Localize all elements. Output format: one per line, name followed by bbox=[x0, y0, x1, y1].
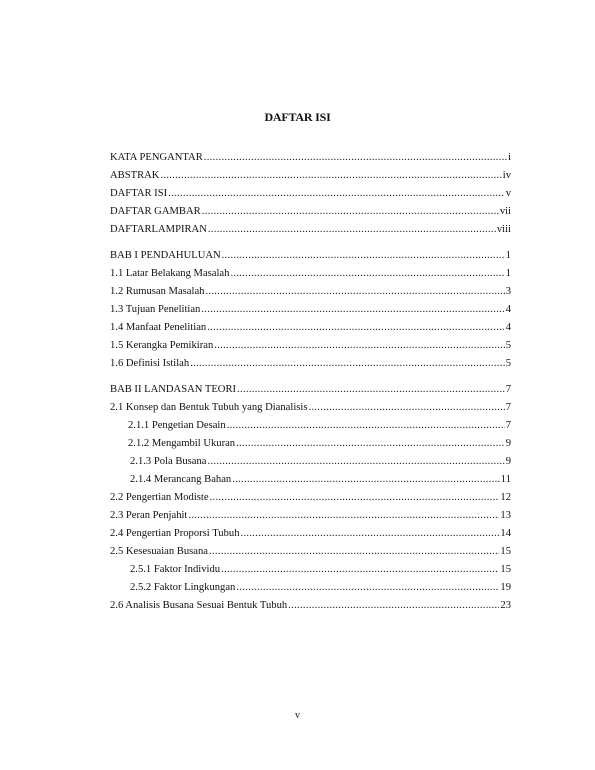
leader-dots bbox=[288, 599, 499, 612]
leader-dots bbox=[168, 187, 505, 200]
toc-entry-label: 2.5.1 Faktor Individu bbox=[130, 564, 221, 575]
toc-entry-label: 2.1 Konsep dan Bentuk Tubuh yang Dianalisis bbox=[110, 402, 308, 413]
leader-dots bbox=[232, 473, 500, 486]
toc-entry-page: 5 bbox=[505, 358, 511, 369]
toc-entry-label: 2.4 Pengertian Proporsi Tubuh bbox=[110, 528, 240, 539]
toc-entry bbox=[110, 205, 511, 218]
toc-entry-label: BAB II LANDASAN TEORI bbox=[110, 384, 237, 395]
toc-entry-label: 1.2 Rumusan Masalah bbox=[110, 286, 205, 297]
toc-entry bbox=[110, 527, 511, 540]
page-title: DAFTAR ISI bbox=[264, 110, 331, 124]
leader-dots bbox=[237, 383, 505, 396]
toc-entry-page: 9 bbox=[505, 456, 511, 467]
toc-entry bbox=[128, 437, 511, 450]
toc-entry-label: DAFTARLAMPIRAN bbox=[110, 224, 207, 235]
toc-entry-label: 2.5 Kesesuaian Busana bbox=[110, 546, 208, 557]
leader-dots bbox=[241, 527, 500, 540]
leader-dots bbox=[202, 205, 499, 218]
leader-dots bbox=[188, 509, 499, 522]
toc-entry-page: 9 bbox=[505, 438, 511, 449]
toc-entry-page: viii bbox=[496, 224, 511, 235]
toc-entry-label: 1.1 Latar Belakang Masalah bbox=[110, 268, 230, 279]
toc-entry-page: 15 bbox=[500, 564, 511, 575]
toc-entry-page: 4 bbox=[505, 304, 511, 315]
toc-entry bbox=[110, 491, 511, 504]
toc-entry bbox=[110, 339, 511, 352]
toc-entry-page: iv bbox=[502, 170, 511, 181]
toc-entry-label: 2.2 Pengertian Modiste bbox=[110, 492, 209, 503]
toc-entry-page: 1 bbox=[505, 268, 511, 279]
leader-dots bbox=[210, 491, 500, 504]
toc-entry bbox=[110, 223, 511, 236]
toc-entry-page: 5 bbox=[505, 340, 511, 351]
toc-entry-label: DAFTAR ISI bbox=[110, 188, 168, 199]
toc-entry-label: 1.6 Definisi Istilah bbox=[110, 358, 190, 369]
toc-entry bbox=[110, 267, 511, 280]
leader-dots bbox=[227, 419, 505, 432]
page-number: v bbox=[295, 710, 300, 721]
toc-entry-page: 7 bbox=[505, 384, 511, 395]
toc-entry-page: 15 bbox=[500, 546, 511, 557]
toc-entry-page: 4 bbox=[505, 322, 511, 333]
toc-entry-label: ABSTRAK bbox=[110, 170, 160, 181]
toc-entry bbox=[110, 303, 511, 316]
toc-entry-page: 23 bbox=[500, 600, 511, 611]
toc-entry-label: BAB I PENDAHULUAN bbox=[110, 250, 221, 261]
leader-dots bbox=[201, 303, 504, 316]
toc-entry-page: 14 bbox=[500, 528, 511, 539]
toc-entry bbox=[110, 249, 511, 262]
toc-entry-label: 1.4 Manfaat Penelitian bbox=[110, 322, 207, 333]
toc-entry bbox=[128, 419, 511, 432]
toc-entry-page: 19 bbox=[500, 582, 511, 593]
toc-entry bbox=[110, 321, 511, 334]
toc-entry bbox=[110, 383, 511, 396]
toc-entry-label: 2.1.3 Pola Busana bbox=[130, 456, 207, 467]
toc-entry bbox=[130, 473, 511, 486]
toc-entry-label: 1.3 Tujuan Penelitian bbox=[110, 304, 201, 315]
toc-entry bbox=[110, 401, 511, 414]
toc-entry-label: 2.3 Peran Penjahit bbox=[110, 510, 188, 521]
leader-dots bbox=[221, 563, 499, 576]
toc-entry bbox=[110, 151, 511, 164]
toc-entry-page: 13 bbox=[500, 510, 511, 521]
toc-entry-label: DAFTAR GAMBAR bbox=[110, 206, 201, 217]
toc-entry-label: 2.1.1 Pengetian Desain bbox=[128, 420, 226, 431]
toc-entry-label: KATA PENGANTAR bbox=[110, 152, 203, 163]
toc-entry bbox=[130, 455, 511, 468]
leader-dots bbox=[205, 285, 504, 298]
toc-entry bbox=[110, 599, 511, 612]
toc-entry-label: 2.1.2 Mengambil Ukuran bbox=[128, 438, 236, 449]
toc-entry-label: 1.5 Kerangka Pemikiran bbox=[110, 340, 214, 351]
toc-entry bbox=[110, 169, 511, 182]
toc-entry bbox=[110, 187, 511, 200]
toc-entry bbox=[130, 581, 511, 594]
leader-dots bbox=[214, 339, 504, 352]
toc-entry-page: 7 bbox=[505, 402, 511, 413]
leader-dots bbox=[236, 581, 499, 594]
leader-dots bbox=[209, 545, 499, 558]
toc-entry-page: v bbox=[505, 188, 511, 199]
toc-entry bbox=[110, 285, 511, 298]
toc-entry-label: 2.1.4 Merancang Bahan bbox=[130, 474, 232, 485]
toc-entry-page: 3 bbox=[505, 286, 511, 297]
toc-entry-page: i bbox=[508, 152, 511, 163]
leader-dots bbox=[308, 401, 504, 414]
toc-entry-label: 2.6 Analisis Busana Sesuai Bentuk Tubuh bbox=[110, 600, 288, 611]
leader-dots bbox=[222, 249, 505, 262]
toc-entry-page: vii bbox=[499, 206, 511, 217]
toc-entry bbox=[110, 357, 511, 370]
toc-entry-page: 1 bbox=[505, 250, 511, 261]
leader-dots bbox=[204, 151, 507, 164]
leader-dots bbox=[207, 321, 505, 334]
toc-entry-page: 11 bbox=[500, 474, 511, 485]
leader-dots bbox=[230, 267, 504, 280]
toc-entry bbox=[110, 509, 511, 522]
toc-entry-page: 7 bbox=[505, 420, 511, 431]
leader-dots bbox=[236, 437, 505, 450]
leader-dots bbox=[190, 357, 505, 370]
leader-dots bbox=[208, 455, 505, 468]
toc-entry bbox=[130, 563, 511, 576]
leader-dots bbox=[160, 169, 501, 182]
toc-entry bbox=[110, 545, 511, 558]
leader-dots bbox=[208, 223, 496, 236]
toc-entry-page: 12 bbox=[500, 492, 511, 503]
toc-entry-label: 2.5.2 Faktor Lingkungan bbox=[130, 582, 236, 593]
